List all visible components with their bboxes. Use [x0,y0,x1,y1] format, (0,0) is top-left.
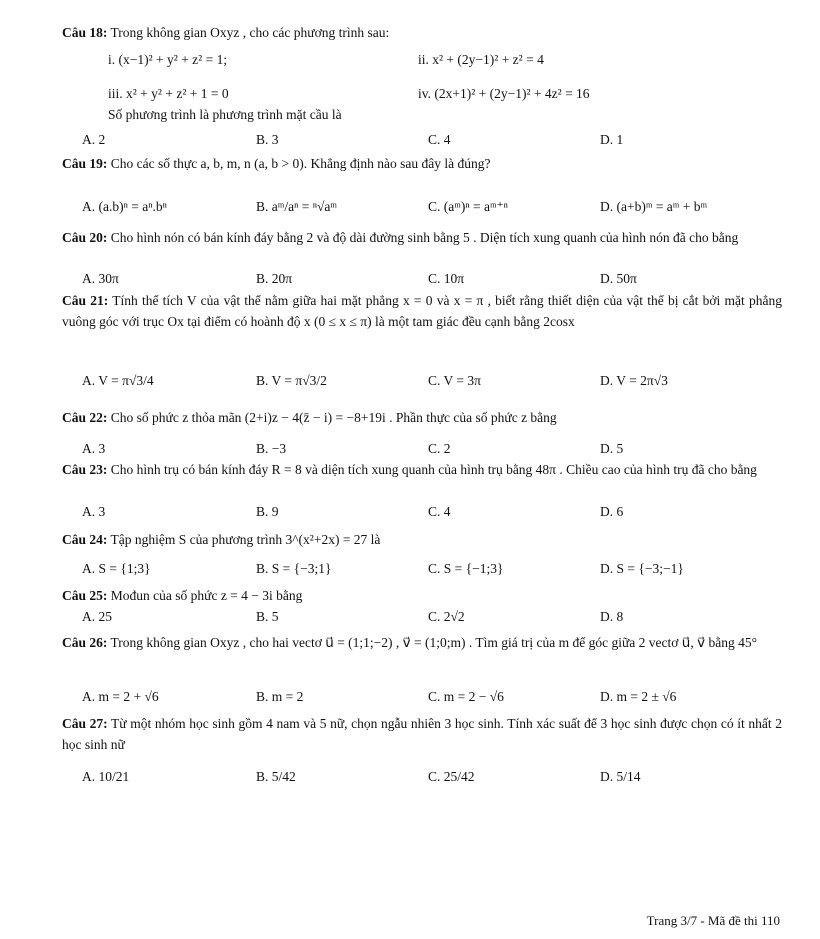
option-b: B. V = π√3/2 [256,373,327,388]
question-22 [62,407,782,428]
question-stem: Câu 24: Tập nghiệm S của phương trình 3^(x²+2x) = 27 là [62,532,381,547]
options-row [62,606,782,628]
question-number: Câu 23: [62,462,108,477]
question-stem: Câu 22: Cho số phức z thỏa mãn (2+i)z − 4(z̄ − i) = −8+19i . Phần thực của số phức z bằng [62,410,557,425]
option-d: D. 1 [600,132,624,147]
question-26 [62,632,782,653]
option-b: B. 3 [256,132,279,147]
question-number: Câu 21: [62,293,109,308]
option-b: B. S = {−3;1} [256,561,332,576]
question-stem: Câu 20: Cho hình nón có bán kính đáy bằng 2 và độ dài đường sinh bằng 5 . Diện tích xung quanh của hình nón đã cho bằng [62,230,739,245]
option-a: A. 30π [82,271,119,286]
option-a: A. 3 [82,504,106,519]
option-d: D. 8 [600,609,624,624]
option-c: C. 10π [428,271,465,286]
question-stem: Câu 26: Trong không gian Oxyz , cho hai vectơ u⃗ = (1;1;−2) , v⃗ = (1;0;m) . Tìm giá trị của m để góc giữa 2 vectơ u⃗, v⃗ bằng 45° [62,635,757,650]
option-c: C. V = 3π [428,373,481,388]
options-row [62,686,782,708]
question-18 [62,22,782,43]
option-b: B. aᵐ/aⁿ = ⁿ√aᵐ [256,199,337,214]
option-c: C. (aᵐ)ⁿ = aᵐ⁺ⁿ [428,199,508,214]
option-d: D. 6 [600,504,624,519]
options-row [62,501,782,523]
options-row [62,268,782,290]
equation-item: i. (x−1)² + y² + z² = 1; [108,52,228,67]
option-b: B. 20π [256,271,293,286]
question-stem: Câu 25: Mođun của số phức z = 4 − 3i bằng [62,588,303,603]
option-d: D. (a+b)ᵐ = aᵐ + bᵐ [600,199,708,214]
option-d: D. 50π [600,271,637,286]
option-d: D. m = 2 ± √6 [600,689,677,704]
option-c: C. 4 [428,132,451,147]
option-a: A. (a.b)ⁿ = aⁿ.bⁿ [82,199,167,214]
option-c: C. 2√2 [428,609,465,624]
question-19 [62,153,782,174]
option-a: A. 10/21 [82,769,130,784]
question-27 [62,713,782,755]
option-b: B. 9 [256,504,279,519]
options-row [62,558,782,580]
question-24 [62,529,782,550]
question-number: Câu 18: [62,25,108,40]
options-row [62,766,782,788]
equation-item: iii. x² + y² + z² + 1 = 0 [108,86,229,101]
page-footer: Trang 3/7 - Mã đề thi 110 [646,913,780,928]
question-stem: Câu 18: Trong không gian Oxyz , cho các phương trình sau: [62,25,390,40]
option-a: A. S = {1;3} [82,561,151,576]
option-d: D. S = {−3;−1} [600,561,684,576]
option-a: A. 3 [82,441,106,456]
option-c: C. 2 [428,441,451,456]
option-a: A. 25 [82,609,112,624]
question-number: Câu 25: [62,588,108,603]
option-b: B. m = 2 [256,689,304,704]
question-number: Câu 22: [62,410,108,425]
question-stem: Câu 23: Cho hình trụ có bán kính đáy R = 8 và diện tích xung quanh của hình trụ bằng 48π . Chiều cao của hình trụ đã cho bằng [62,462,757,477]
option-c: C. S = {−1;3} [428,561,504,576]
option-c: C. 25/42 [428,769,475,784]
equation-item: iv. (2x+1)² + (2y−1)² + 4z² = 16 [418,86,590,101]
question-number: Câu 19: [62,156,108,171]
question-stem: Câu 21: Tính thể tích V của vật thể nằm giữa hai mặt phẳng x = 0 và x = π , biết rằng thiết diện của vật thể bị cắt bởi mặt phẳng vuông góc với trục Ox tại điểm có hoành độ x (0 ≤ x ≤ π) là một tam giác đều cạnh bằng 2cosx [62,293,782,329]
question-25 [62,585,782,606]
question-23 [62,459,782,480]
option-d: D. V = 2π√3 [600,373,668,388]
option-a: A. V = π√3/4 [82,373,154,388]
question-stem: Câu 27: Từ một nhóm học sinh gồm 4 nam và 5 nữ, chọn ngẫu nhiên 3 học sinh. Tính xác suất để 3 học sinh được chọn có ít nhất 2 học sinh nữ [62,716,782,752]
options-row [62,438,782,460]
option-b: B. 5 [256,609,279,624]
equation-item: ii. x² + (2y−1)² + z² = 4 [418,52,544,67]
question-number: Câu 26: [62,635,108,650]
question-number: Câu 24: [62,532,108,547]
options-row [62,370,782,392]
option-d: D. 5/14 [600,769,641,784]
option-a: A. m = 2 + √6 [82,689,159,704]
question-20 [62,227,782,248]
options-row [62,196,782,218]
option-c: C. 4 [428,504,451,519]
question-prompt: Số phương trình là phương trình mặt cầu là [108,107,342,122]
question-number: Câu 20: [62,230,108,245]
option-a: A. 2 [82,132,106,147]
question-number: Câu 27: [62,716,108,731]
question-stem: Câu 19: Cho các số thực a, b, m, n (a, b > 0). Khẳng định nào sau đây là đúng? [62,156,491,171]
option-c: C. m = 2 − √6 [428,689,504,704]
question-21 [62,290,782,332]
option-d: D. 5 [600,441,624,456]
options-row [62,129,782,151]
option-b: B. −3 [256,441,287,456]
option-b: B. 5/42 [256,769,296,784]
